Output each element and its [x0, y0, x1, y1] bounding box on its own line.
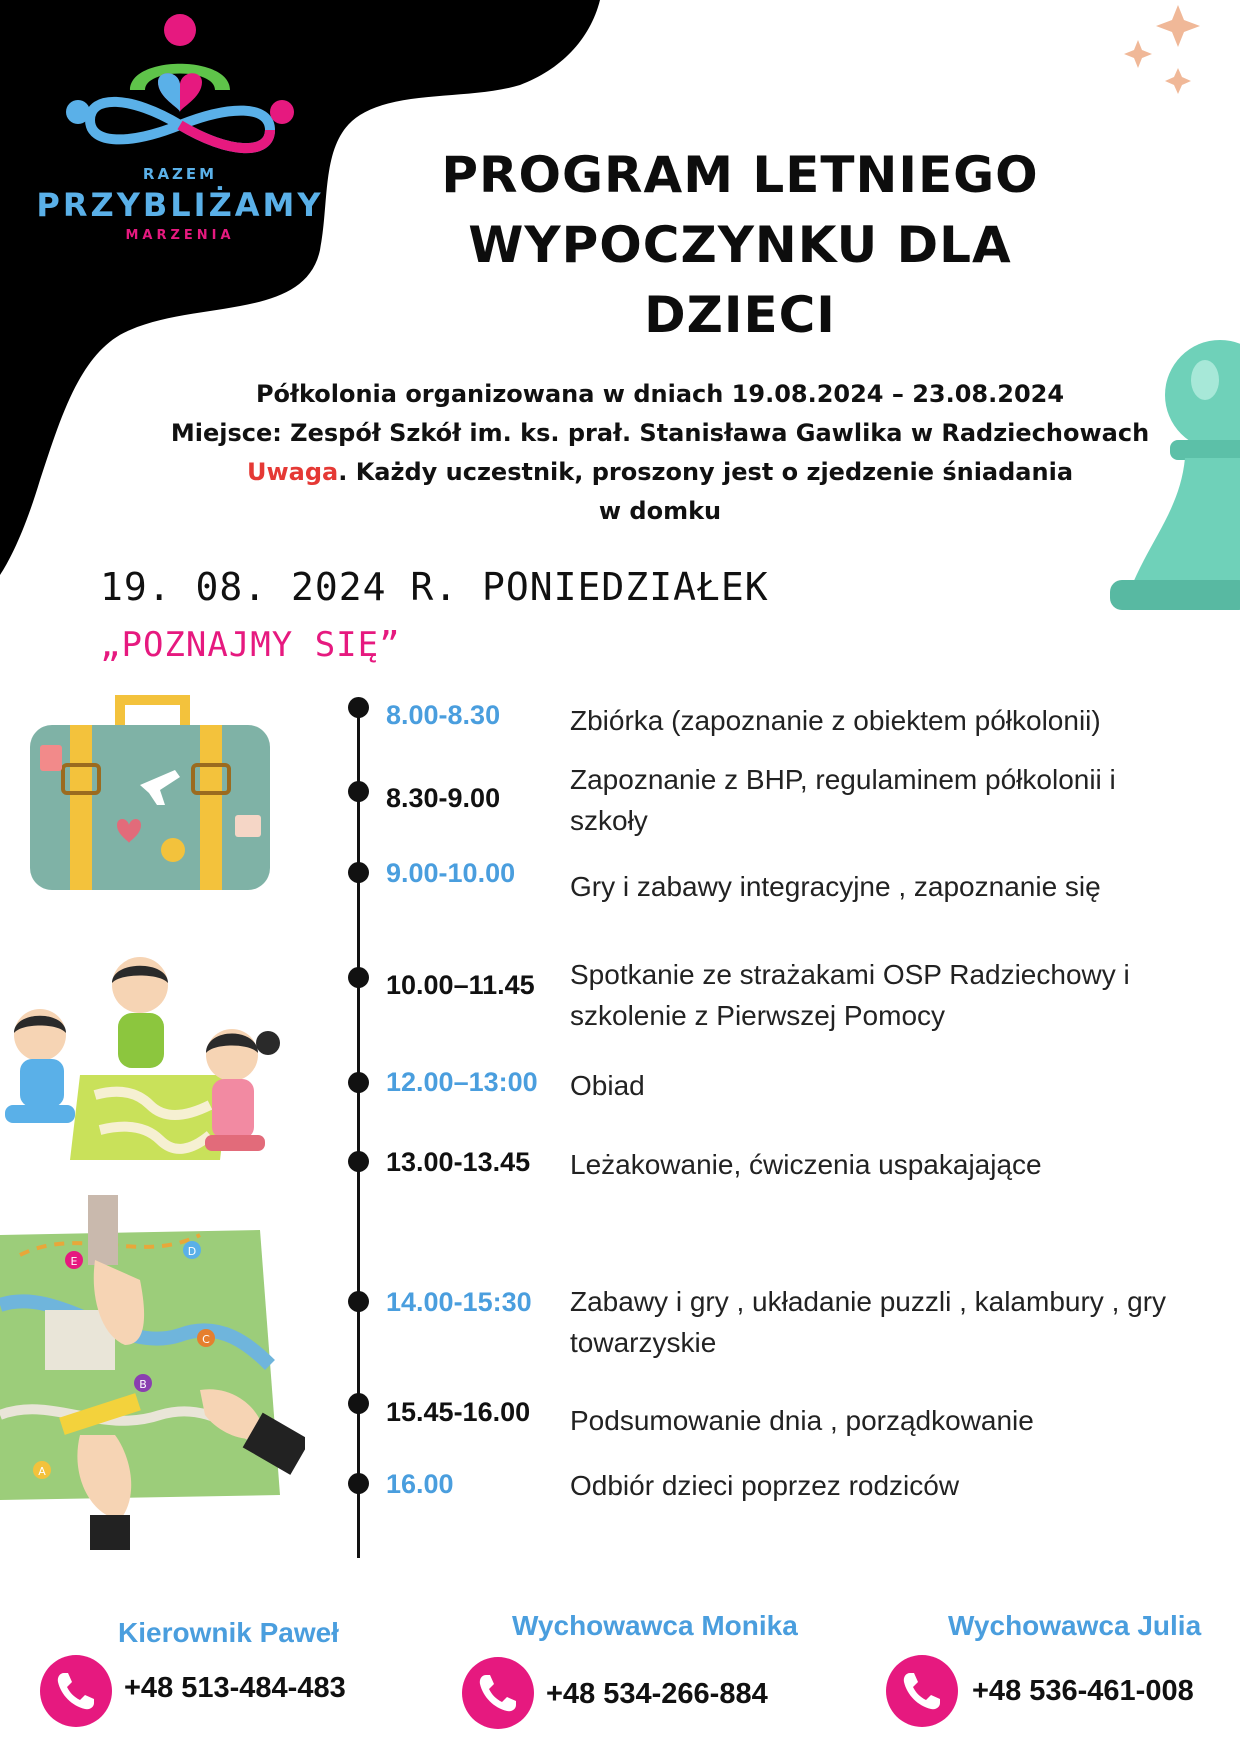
title-line: WYPOCZYNKU DLA [468, 216, 1012, 274]
schedule-activity: Zabawy i gry , układanie puzzli , kalambury , gry towarzyskie [570, 1286, 1167, 1358]
title-line: DZIECI [644, 286, 836, 344]
schedule-time: 14.00-15:30 [386, 1287, 532, 1317]
schedule-activity: Spotkanie ze strażakami OSP Radziechowy i szkolenie z Pierwszej Pomocy [570, 959, 1130, 1031]
schedule-activity: Zbiórka (zapoznanie z obiektem półkolonii) [570, 705, 1101, 736]
map-marker-b: B [139, 1378, 147, 1391]
schedule-time: 9.00-10.00 [386, 858, 516, 888]
day-heading: 19. 08. 2024 R. PONIEDZIAŁEK [100, 565, 769, 609]
schedule-time: 16.00 [386, 1469, 454, 1499]
schedule-time: 8.00-8.30 [386, 700, 501, 730]
info-note-end: w domku [598, 497, 722, 525]
schedule-activity: Obiad [570, 1070, 645, 1101]
info-dates: Półkolonia organizowana w dniach 19.08.2024 – 23.08.2024 [255, 380, 1065, 408]
timeline-dot [348, 781, 369, 802]
logo-text-bottom: MARZENIA [125, 228, 235, 243]
contact-phone: +48 513-484-483 [124, 1672, 346, 1704]
timeline-line [357, 700, 360, 1558]
schedule-time: 8.30-9.00 [386, 783, 501, 813]
children-board-game-icon [0, 955, 300, 1170]
info-location: Miejsce: Zespół Szkół im. ks. prał. Stanisława Gawlika w Radziechowach [170, 419, 1150, 447]
contact-name: Wychowawca Julia [948, 1610, 1202, 1641]
map-marker-a: A [38, 1465, 46, 1478]
timeline-dot [348, 862, 369, 883]
phone-icon [462, 1657, 534, 1729]
info-note-text: . Każdy uczestnik, proszony jest o zjedzenie śniadania [338, 458, 1074, 486]
schedule-activity: Odbiór dzieci poprzez rodziców [570, 1470, 960, 1501]
logo-text-main: PRZYBLIŻAMY [36, 186, 324, 224]
schedule-time: 10.00–11.45 [386, 970, 535, 1000]
map-marker-d: D [187, 1245, 197, 1258]
logo [30, 0, 330, 260]
map-marker-c: C [202, 1333, 210, 1346]
timeline-dot [348, 967, 369, 988]
schedule-activity: Zapoznanie z BHP, regulaminem półkolonii i szkoły [570, 764, 1116, 836]
contact-name: Kierownik Paweł [118, 1617, 339, 1648]
logo-text-top: RAZEM [142, 165, 218, 183]
timeline-dot [348, 697, 369, 718]
schedule-time: 12.00–13:00 [386, 1067, 538, 1097]
info-note [140, 453, 1180, 492]
page-title [330, 140, 1150, 350]
contact-name: Wychowawca Monika [512, 1610, 798, 1641]
map-marker-e: E [70, 1255, 78, 1268]
schedule-time: 15.45-16.00 [386, 1397, 531, 1427]
timeline-dot [348, 1072, 369, 1093]
contact-phone: +48 534-266-884 [546, 1678, 768, 1710]
logo-emblem-icon [30, 0, 330, 170]
schedule-activity: Gry i zabawy integracyjne , zapoznanie się [570, 871, 1101, 902]
schedule-activity: Podsumowanie dnia , porządkowanie [570, 1405, 1034, 1436]
timeline-dot [348, 1473, 369, 1494]
timeline-dot [348, 1151, 369, 1172]
info-block [140, 375, 1180, 531]
schedule-time: 13.00-13.45 [386, 1147, 531, 1177]
phone-icon [40, 1655, 112, 1727]
title-line: PROGRAM LETNIEGO [441, 146, 1039, 204]
sparkle-icon [1120, 0, 1220, 110]
timeline-dot [348, 1393, 369, 1414]
timeline-dot [348, 1291, 369, 1312]
map-icon [0, 1195, 305, 1550]
warning-label: Uwaga [246, 458, 339, 486]
schedule-activity: Leżakowanie, ćwiczenia uspakajające [570, 1149, 1042, 1180]
phone-icon [886, 1655, 958, 1727]
contact-phone: +48 536-461-008 [972, 1675, 1194, 1707]
day-motto: „POZNAJMY SIĘ” [100, 625, 401, 665]
suitcase-icon [25, 695, 275, 895]
